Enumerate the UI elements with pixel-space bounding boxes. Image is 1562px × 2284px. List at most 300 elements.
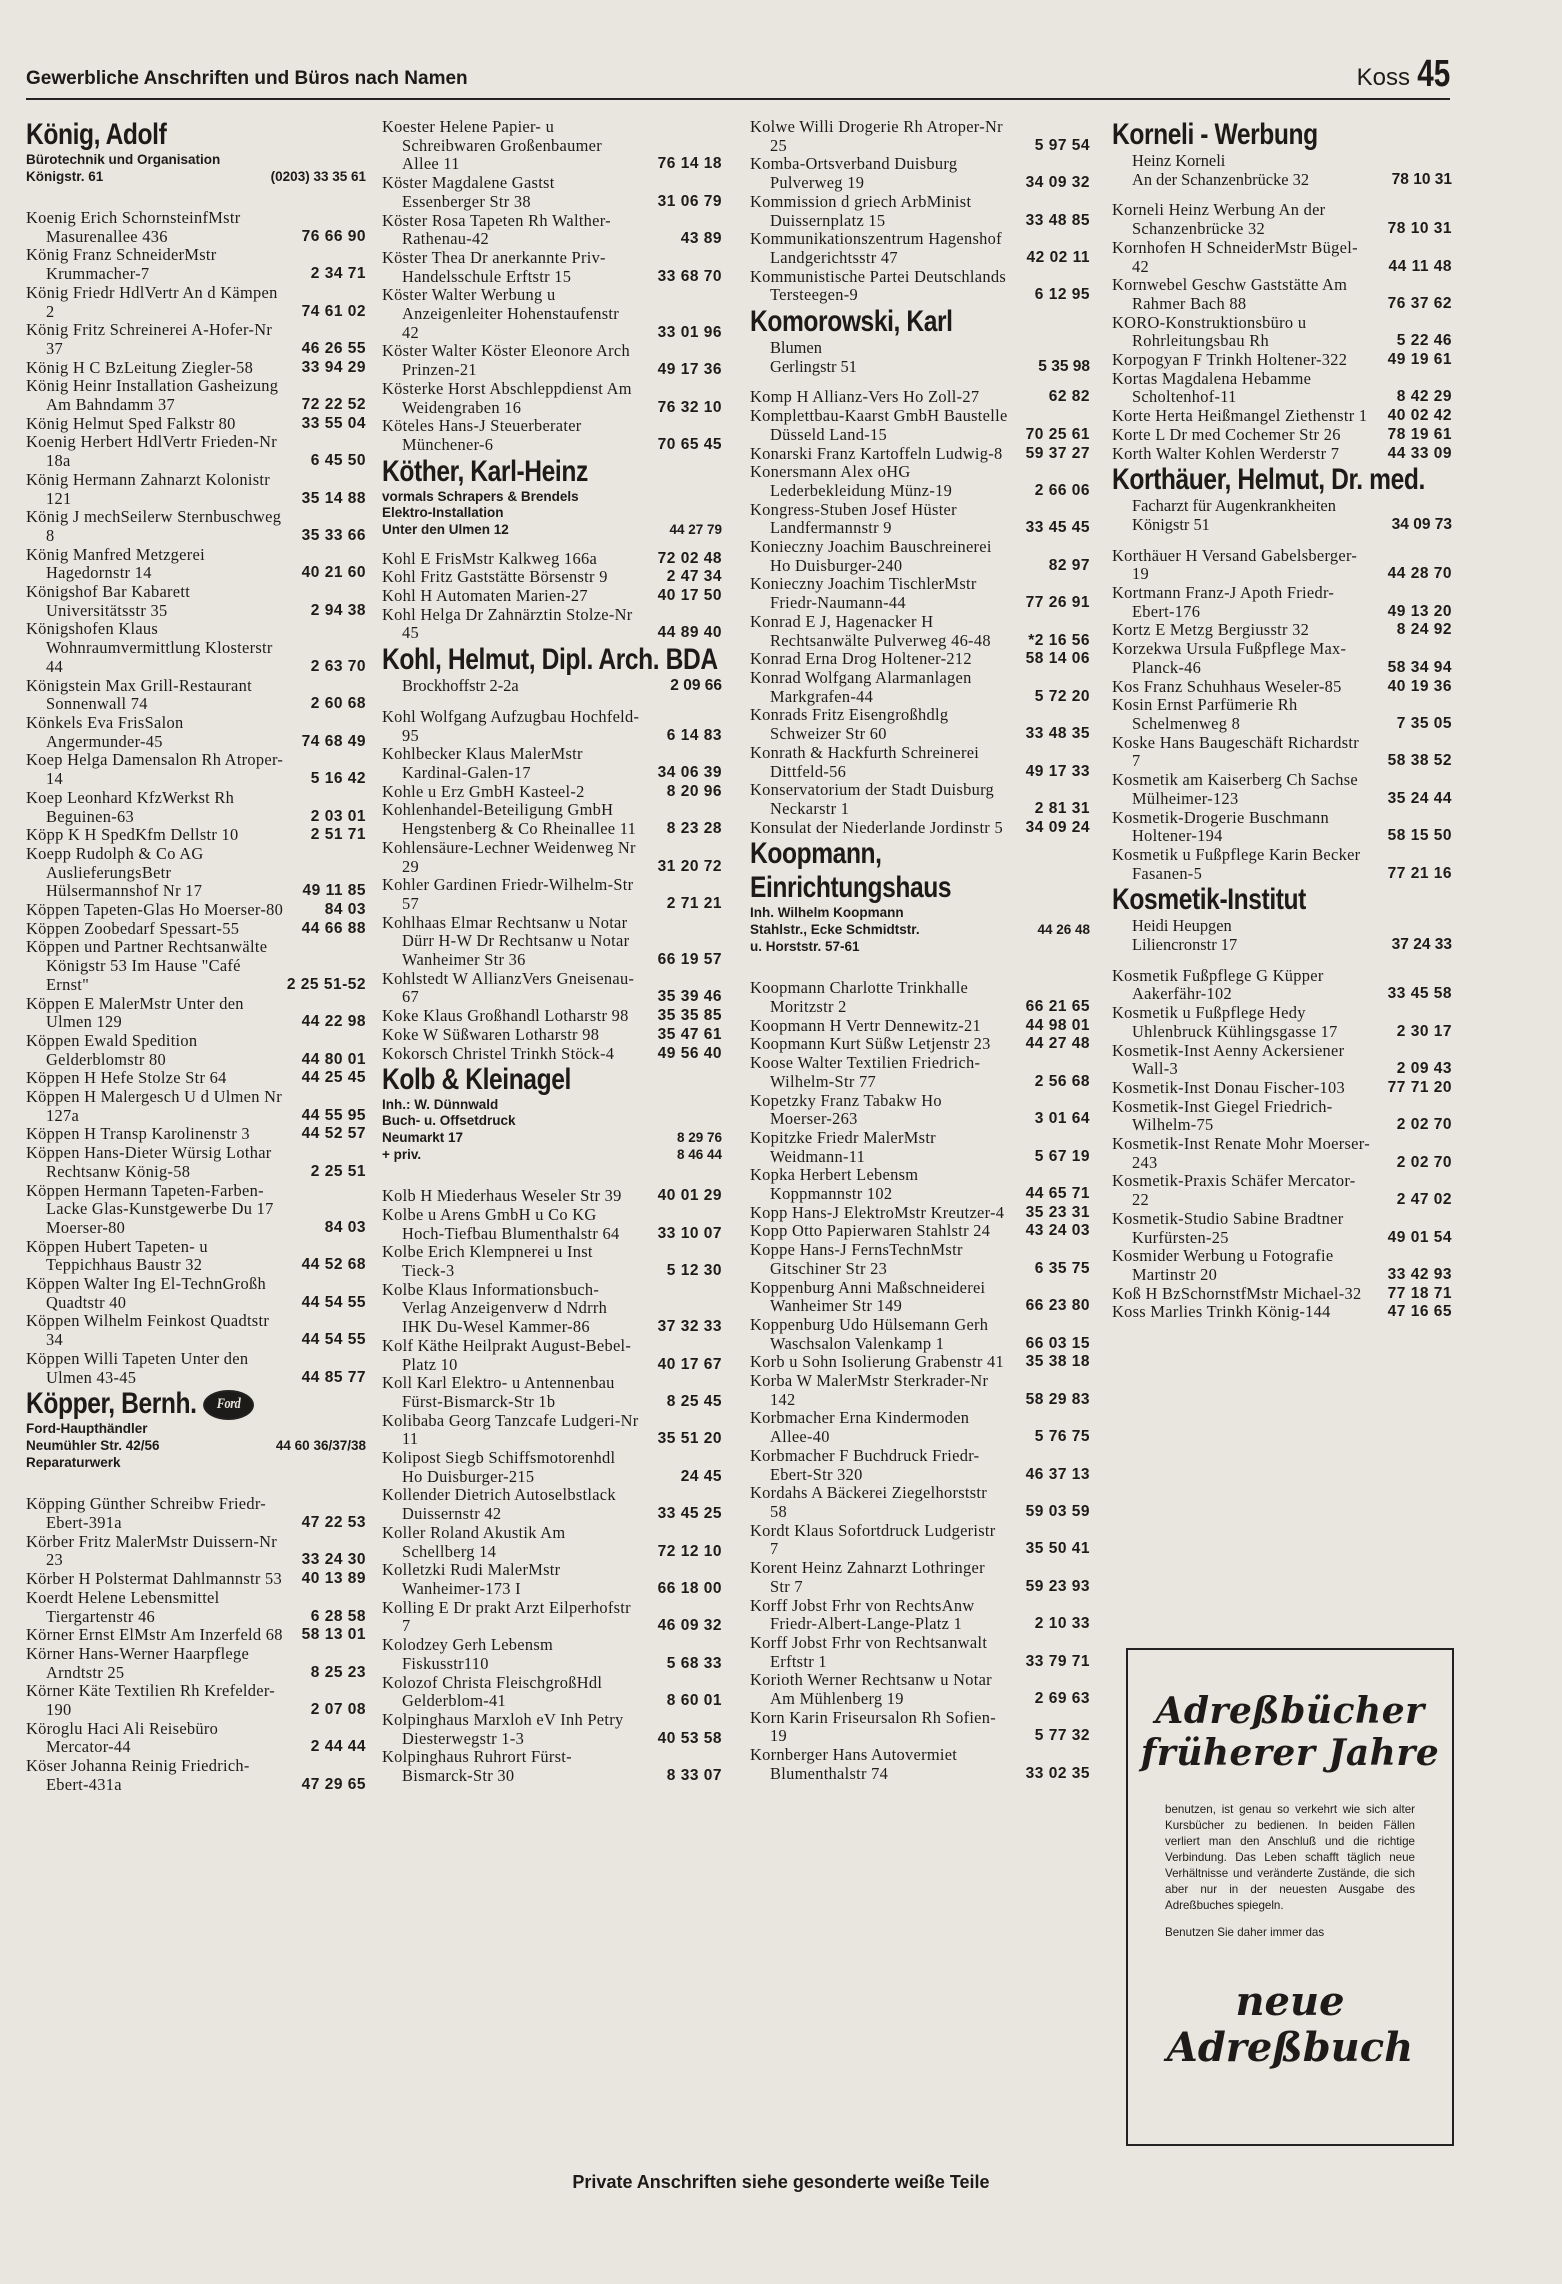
listing-name: Kosmider Werbung u Fotografie Martinstr 20 (1112, 1246, 1334, 1284)
listing-phone: *2 16 56 (1028, 631, 1090, 649)
listing-name: Konrad Wolfgang Alarmanlagen Markgrafen-44 (750, 667, 972, 706)
listing-entry (26, 1350, 366, 1387)
listing-name: Köppen Tapeten-Glas Ho Moerser-80 (26, 900, 284, 920)
ad-subline: Bürotechnik und Organisation (26, 152, 221, 167)
listing-phone: 33 42 93 (1387, 1265, 1452, 1283)
listing-name: Köster Magdalene Gastst Essenberger Str 38 (382, 173, 555, 211)
listing-entry (26, 471, 366, 508)
listing-phone: 72 02 48 (657, 549, 722, 567)
ad-extra: u. Horststr. 57-61 (750, 939, 860, 955)
listing-entry (382, 914, 722, 970)
listing-entry (750, 388, 1090, 407)
listing-entry (26, 1645, 366, 1682)
listing-entry (382, 342, 722, 379)
listing-name: Köpping Günther Schreibw Friedr-Ebert-391a (26, 1494, 267, 1532)
listing-entry (750, 538, 1090, 575)
listing-entry (750, 1559, 1090, 1596)
listing-name: Koke W Süßwaren Lotharstr 98 (382, 1024, 600, 1044)
promo-headline-2: neue Adreßbuch (1166, 1978, 1414, 2071)
listing-entry (382, 1374, 722, 1411)
spacer (382, 538, 722, 550)
listing-entry (382, 1599, 722, 1636)
listing-phone: 66 18 00 (657, 1580, 722, 1597)
listing-name: Kolf Käthe Heilprakt August-Bebel-Platz 10 (382, 1335, 632, 1374)
listing-name: Konieczny Joachim Bauschreinerei Ho Duisburger-240 (750, 537, 992, 575)
listing-name: Körber H Polstermat Dahlmannstr 53 (26, 1569, 283, 1589)
listing-name: Korba W MalerMstr Sterkrader-Nr 142 (750, 1371, 989, 1409)
listing-entry (26, 1589, 366, 1626)
listing-entry (382, 1711, 722, 1748)
listing-phone: 44 11 48 (1388, 257, 1452, 275)
listing-entry (750, 1279, 1090, 1316)
listing-name: Köppen H Transp Karolinenstr 3 (26, 1124, 250, 1144)
listing-phone: 47 16 65 (1387, 1303, 1452, 1321)
listing-phone: 6 28 58 (310, 1607, 366, 1625)
listing-name: Koll Karl Elektro- u Antennenbau Fürst-Bismarck-Str 1b (382, 1373, 615, 1411)
listing-phone: 58 15 50 (1387, 827, 1452, 845)
listing-name: Koke Klaus Großhandl Lotharstr 98 (382, 1006, 629, 1026)
listing-phone: 2 02 70 (1396, 1153, 1452, 1171)
listing-entry (26, 1757, 366, 1794)
listing-entry (26, 433, 366, 470)
listing-entry (26, 1570, 366, 1589)
listing-name: Konrad Erna Drog Holtener-212 (750, 649, 972, 669)
column-4 (1112, 118, 1452, 1322)
listing-entry (382, 174, 722, 211)
listing-name: Kornhofen H SchneiderMstr Bügel-42 (1112, 237, 1358, 276)
listing-name: König Helmut Sped Falkstr 80 (26, 413, 236, 433)
listing-phone: 76 32 10 (657, 398, 722, 416)
listing-name: Kosmetik-Inst Donau Fischer-103 (1112, 1077, 1345, 1097)
listing-phone: 84 03 (324, 901, 366, 919)
ad-extra: Reparaturwerk (26, 1455, 121, 1471)
listing-name: Kolling E Dr prakt Arzt Eilperhofstr 7 (382, 1597, 631, 1636)
section-title: Gewerbliche Anschriften und Büros nach Namen (26, 68, 468, 89)
listing-name: Köppen Ewald Spedition Gelderblomstr 80 (26, 1030, 198, 1069)
listing-phone: 72 12 10 (657, 1542, 722, 1560)
listing-phone: 35 35 85 (657, 1007, 722, 1025)
listing-entry (382, 212, 722, 249)
listing-phone: 2 71 21 (666, 894, 722, 912)
listing-name: Kortas Magdalena Hebamme Scholtenhof-11 (1112, 368, 1312, 407)
listing-entry (1112, 678, 1452, 697)
listing-entry (26, 284, 366, 321)
listing-phone: 49 19 61 (1387, 351, 1452, 369)
listing-entry (382, 1187, 722, 1206)
listing-phone: 2 30 17 (1396, 1022, 1452, 1040)
listing-phone: 7 35 05 (1396, 714, 1452, 732)
listing-name: Köppen E MalerMstr Unter den Ulmen 129 (26, 993, 244, 1032)
listing-entry (1112, 1303, 1452, 1322)
listing-entry (750, 1746, 1090, 1783)
listing-entry (750, 407, 1090, 444)
listing-entry (1112, 1285, 1452, 1304)
ad-phone: 44 27 79 (669, 521, 722, 537)
listing-phone: 6 45 50 (310, 452, 366, 470)
listing-phone: 31 06 79 (657, 192, 722, 210)
listing-entry (382, 1281, 722, 1337)
listing-phone: 33 48 35 (1025, 725, 1090, 743)
listing-name: Köppen H Malergesch U d Ulmen Nr 127a (26, 1087, 283, 1125)
listing-name: Kosin Ernst Parfümerie Rh Schelmenweg 8 (1112, 695, 1298, 733)
ad-address: Neumarkt 17 8 29 76 (382, 1130, 722, 1146)
listing-name: Kohl E FrisMstr Kalkweg 166a (382, 548, 598, 568)
listing-phone: 2 02 70 (1396, 1116, 1452, 1134)
listing-entry (1112, 1210, 1452, 1247)
ad-subline: Ford-Haupthändler (26, 1421, 148, 1437)
listing-entry (26, 920, 366, 939)
listing-name: Kosmetik-Inst Aenny Ackersiener Wall-3 (1112, 1040, 1345, 1079)
listing-entry (1112, 809, 1452, 846)
display-ad (382, 1063, 722, 1163)
listing-phone: 33 02 35 (1025, 1764, 1090, 1782)
listing-name: Kolipost Siegb Schiffsmotorenhdl Ho Duisburger-215 (382, 1448, 616, 1486)
listing-entry (382, 606, 722, 643)
listing-phone: 2 47 02 (1396, 1191, 1452, 1209)
listing-name: Kos Franz Schuhhaus Weseler-85 (1112, 676, 1342, 696)
listing-entry (750, 781, 1090, 818)
listing-entry (26, 583, 366, 620)
ad-subline: Inh. Wilhelm Koopmann (750, 905, 904, 921)
listing-entry (750, 1092, 1090, 1129)
ad-title: Einrichtungshaus (750, 871, 952, 905)
listing-phone: 44 54 55 (301, 1293, 366, 1311)
listing-name: Königshof Bar Kabarett Universitätsstr 35 (26, 582, 191, 620)
listing-name: Körner Käte Textilien Rh Krefelder-190 (26, 1681, 276, 1720)
listing-entry (750, 1316, 1090, 1353)
listing-entry (750, 706, 1090, 743)
listing-phone: 35 23 31 (1025, 1203, 1090, 1221)
listing-name: Köpp K H SpedKfm Dellstr 10 (26, 825, 239, 845)
listing-entry (26, 901, 366, 920)
listing-name: Korpogyan F Trinkh Holtener-322 (1112, 350, 1348, 370)
ad-line: An der Schanzenbrücke 32 78 10 31 (1132, 169, 1452, 189)
listing-entry (26, 789, 366, 826)
listing-name: Köppen Hermann Tapeten-Farben-Lacke Glas-Kunstgewerbe Du 17 Moerser-80 (26, 1180, 274, 1237)
listing-phone: 43 24 03 (1025, 1222, 1090, 1240)
listing-phone: 70 65 45 (657, 435, 722, 453)
listing-entry (750, 1447, 1090, 1484)
listing-name: König Manfred Metzgerei Hagedornstr 14 (26, 544, 205, 583)
listing-entry (26, 1182, 366, 1238)
ad-title: Komorowski, Karl (750, 305, 953, 339)
page-header (26, 52, 1450, 100)
display-ad (26, 118, 366, 185)
listing-name: Koenig Erich SchornsteinfMstr Masurenallee 436 (26, 208, 241, 246)
listing-name: Koep Helga Damensalon Rh Atroper-14 (26, 750, 284, 789)
listing-name: Kolletzki Rudi MalerMstr Wanheimer-173 I (382, 1560, 561, 1598)
listing-name: Kosmetik-Inst Giegel Friedrich-Wilhelm-75 (1112, 1096, 1333, 1135)
listing-entry (1112, 239, 1452, 276)
listing-entry (750, 1372, 1090, 1409)
listing-entry (382, 417, 722, 454)
listing-name: Korbmacher F Buchdruck Friedr-Ebert-Str 320 (750, 1445, 980, 1484)
listing-phone: 49 17 36 (657, 361, 722, 379)
listing-phone: 66 21 65 (1025, 998, 1090, 1016)
listing-entry (750, 1634, 1090, 1671)
listing-name: Köroglu Haci Ali Reisebüro Mercator-44 (26, 1718, 219, 1757)
listing-phone: 2 10 33 (1034, 1615, 1090, 1633)
listing-entry (750, 155, 1090, 192)
listing-name: Kornberger Hans Autovermiet Blumenthalstr 74 (750, 1745, 958, 1783)
listing-phone: 37 32 33 (657, 1318, 722, 1336)
listing-entry (26, 246, 366, 283)
listing-phone: 33 24 30 (301, 1551, 366, 1569)
listing-phone: 44 22 98 (301, 1013, 366, 1031)
listing-name: Koose Walter Textilien Friedrich-Wilhelm-Str 77 (750, 1053, 981, 1091)
listing-name: Konrad E J, Hagenacker H Rechtsanwälte Pulverweg 46-48 (750, 611, 991, 650)
listing-phone: 44 52 68 (301, 1256, 366, 1274)
promo-body: benutzen, ist genau so verkehrt wie sich alter Kursbücher zu bedienen. In beiden Fällen verliert man den Anschluß und die richtige Verbindung. Das Leben schafft täglich neue Verhältnisse und veränderte Zustände, die sich aber nur in der neuesten Ausgabe des Adreßbuches spiegeln. (1165, 1803, 1415, 1912)
listing-phone: 2 25 51 (310, 1162, 366, 1180)
listing-entry (382, 1026, 722, 1045)
listing-name: Kohlhaas Elmar Rechtsanw u Notar Dürr H-W Dr Rechtsanw u Notar Wanheimer Str 36 (382, 912, 630, 970)
display-ad (382, 455, 722, 538)
listing-entry (382, 1243, 722, 1280)
listing-entry (382, 1337, 722, 1374)
listing-name: Korbmacher Erna Kindermoden Allee-40 (750, 1408, 970, 1447)
listing-phone: 47 29 65 (301, 1775, 366, 1793)
listing-phone: 33 55 04 (301, 414, 366, 432)
ad-address: Stahlstr., Ecke Schmidtstr. 44 26 48 (750, 922, 1090, 938)
listing-phone: 33 79 71 (1025, 1652, 1090, 1670)
spacer (1112, 955, 1452, 967)
listing-entry (1112, 1135, 1452, 1172)
listing-name: Köppen Hubert Tapeten- u Teppichhaus Baustr 32 (26, 1236, 208, 1275)
listing-phone: 5 72 20 (1034, 687, 1090, 705)
listing-name: Konersmann Alex oHG Lederbekleidung Münz-19 (750, 462, 953, 500)
listing-phone: 77 18 71 (1387, 1284, 1452, 1302)
listing-entry (750, 230, 1090, 267)
listing-name: Kolodzey Gerh Lebensm Fiskusstr110 (382, 1635, 554, 1673)
listing-phone: 74 68 49 (301, 732, 366, 750)
listing-entry (382, 1636, 722, 1673)
listing-phone: 5 67 19 (1034, 1147, 1090, 1165)
listing-phone: 34 09 24 (1025, 818, 1090, 836)
listing-name: Kosmetik u Fußpflege Hedy Uhlenbruck Kühlingsgasse 17 (1112, 1003, 1338, 1041)
listing-entry (1112, 276, 1452, 313)
listing-phone: 2 07 08 (310, 1701, 366, 1719)
listing-entry (750, 1222, 1090, 1241)
listing-phone: 40 13 89 (301, 1570, 366, 1588)
listing-entry (1112, 1042, 1452, 1079)
ad-phone: 5 35 98 (1038, 357, 1090, 375)
listing-phone: 44 28 70 (1387, 565, 1452, 583)
listing-phone: 2 81 31 (1034, 799, 1090, 817)
listing-entry (26, 995, 366, 1032)
listing-phone: 35 39 46 (657, 988, 722, 1006)
listing-entry (750, 1166, 1090, 1203)
listing-name: Kohle u Erz GmbH Kasteel-2 (382, 781, 585, 801)
listing-entry (382, 1045, 722, 1064)
listing-entry (750, 1484, 1090, 1521)
listing-entry (1112, 846, 1452, 883)
listing-entry (750, 1522, 1090, 1559)
listing-phone: 58 34 94 (1387, 658, 1452, 676)
listing-entry (382, 380, 722, 417)
listing-phone: 49 17 33 (1025, 762, 1090, 780)
listing-entry (26, 826, 366, 845)
ad-line: Heinz Korneli (1132, 151, 1226, 170)
listing-phone: 8 25 23 (310, 1663, 366, 1681)
listing-entry (750, 445, 1090, 464)
listing-name: Konservatorium der Stadt Duisburg Neckarstr 1 (750, 780, 995, 818)
listing-name: Köppen Zoobedarf Spessart-55 (26, 918, 240, 938)
listing-name: Köster Walter Werbung u Anzeigenleiter Hohenstaufenstr 42 (382, 285, 619, 342)
listing-entry (26, 938, 366, 994)
listing-entry (1112, 1247, 1452, 1284)
ad-phone: 2 09 66 (670, 677, 722, 695)
ad-phone: 8 46 44 (676, 1147, 722, 1163)
listing-phone: 35 24 44 (1387, 789, 1452, 807)
listing-name: Kohl H Automaten Marien-27 (382, 586, 588, 606)
listing-entry (382, 249, 722, 286)
listing-phone: 44 80 01 (301, 1050, 366, 1068)
listing-name: Koppenburg Udo Hülsemann Gerh Waschsalon Valenkamp 1 (750, 1314, 989, 1353)
listing-entry (26, 1495, 366, 1532)
listing-entry (26, 359, 366, 378)
listing-phone: 35 33 66 (301, 526, 366, 544)
page-number: 45 (1417, 53, 1450, 95)
listing-name: Kolbe Klaus Informationsbuch-Verlag Anzeigenverw d Ndrrh IHK Du-Wesel Kammer-86 (382, 1279, 608, 1337)
listing-name: Kokorsch Christel Trinkh Stöck-4 (382, 1043, 615, 1063)
ad-line: Liliencronstr 17 37 24 33 (1132, 935, 1452, 955)
listing-phone: 33 94 29 (301, 358, 366, 376)
listing-phone: 2 66 06 (1034, 481, 1090, 499)
ad-phone: 8 29 76 (676, 1130, 722, 1146)
listing-phone: 2 51 71 (310, 826, 366, 844)
listing-phone: 40 17 50 (657, 587, 722, 605)
listing-entry (26, 415, 366, 434)
listing-entry (382, 1449, 722, 1486)
listing-entry (750, 650, 1090, 669)
listing-entry (382, 587, 722, 606)
listing-entry (382, 1524, 722, 1561)
listing-name: Korzekwa Ursula Fußpflege Max-Planck-46 (1112, 639, 1347, 677)
listing-entry (382, 876, 722, 913)
listing-phone: 31 20 72 (657, 857, 722, 875)
listing-name: Köppen Willi Tapeten Unter den Ulmen 43-45 (26, 1348, 249, 1387)
listing-phone: 44 55 95 (301, 1106, 366, 1124)
listing-phone: 62 82 (1048, 388, 1090, 406)
ad-address: Neumühler Str. 42/56 44 60 36/37/38 (26, 1438, 366, 1454)
listing-entry (26, 209, 366, 246)
listing-name: Kolpinghaus Marxloh eV Inh Petry Diesterwegstr 1-3 (382, 1709, 624, 1748)
listing-phone: 44 85 77 (301, 1368, 366, 1386)
listing-entry (750, 1241, 1090, 1278)
listing-phone: 44 98 01 (1025, 1016, 1090, 1034)
ad-line: Königstr 51 34 09 73 (1132, 514, 1452, 534)
listing-name: König Fritz Schreinerei A-Hofer-Nr 37 (26, 320, 273, 358)
listing-phone: 5 68 33 (666, 1654, 722, 1672)
listing-entry (1112, 407, 1452, 426)
listing-name: Kommunistische Partei Deutschlands Tersteegen-9 (750, 266, 1007, 305)
listing-phone: 47 22 53 (301, 1514, 366, 1531)
listing-entry (26, 508, 366, 545)
display-ad (750, 305, 1090, 376)
listing-entry (26, 1032, 366, 1069)
listing-phone: 46 37 13 (1025, 1465, 1090, 1483)
listing-phone: 66 03 15 (1025, 1334, 1090, 1352)
listing-phone: 59 37 27 (1025, 444, 1090, 462)
listing-entry (382, 970, 722, 1007)
listing-name: Komplettbau-Kaarst GmbH Baustelle Düsseld Land-15 (750, 406, 1008, 444)
listing-entry (26, 1533, 366, 1570)
listing-phone: 33 10 07 (657, 1224, 722, 1242)
listing-phone: 8 24 92 (1396, 621, 1452, 639)
listing-entry (750, 669, 1090, 706)
listing-name: Köppen Hans-Dieter Würsig Lothar Rechtsanw König-58 (26, 1143, 272, 1181)
listing-phone: 2 60 68 (310, 695, 366, 713)
ad-address: Unter den Ulmen 12 44 27 79 (382, 521, 722, 537)
listing-name: Koppe Hans-J FernsTechnMstr Gitschiner Str 23 (750, 1240, 963, 1278)
listing-entry (26, 1125, 366, 1144)
listing-entry (382, 839, 722, 876)
listing-entry (750, 463, 1090, 500)
listing-entry (750, 1035, 1090, 1054)
listing-phone: 58 13 01 (301, 1626, 366, 1644)
listing-phone: 49 01 54 (1387, 1228, 1452, 1246)
listing-phone: 34 09 32 (1025, 174, 1090, 192)
listing-entry (382, 745, 722, 782)
listing-name: Kosmetik-Drogerie Buschmann Holtener-194 (1112, 807, 1330, 846)
listing-entry (1112, 1172, 1452, 1209)
listing-name: Koenig Herbert HdlVertr Frieden-Nr 18a (26, 432, 277, 471)
listing-phone: 35 47 61 (657, 1025, 722, 1043)
listing-phone: 2 44 44 (310, 1738, 366, 1756)
listing-entry (1112, 771, 1452, 808)
promo-note: Benutzen Sie daher immer das (1165, 1926, 1325, 1939)
ad-title: Kohl, Helmut, Dipl. Arch. BDA (382, 643, 718, 677)
listing-entry (382, 1748, 722, 1785)
ad-line: Gerlingstr 51 5 35 98 (770, 356, 1090, 376)
listing-entry (750, 744, 1090, 781)
page-footer: Private Anschriften siehe gesonderte weiße Teile (572, 2172, 990, 2192)
listing-name: Kopetzky Franz Tabakw Ho Moerser-263 (750, 1090, 942, 1129)
listing-name: Kolozof Christa FleischgroßHdl Gelderblom-41 (382, 1672, 603, 1711)
listing-name: Konarski Franz Kartoffeln Ludwig-8 (750, 443, 1003, 463)
listing-name: Kolbe u Arens GmbH u Co KG Hoch-Tiefbau Blumenthalstr 64 (382, 1204, 620, 1243)
listing-name: Köteles Hans-J Steuerberater Münchener-6 (382, 416, 582, 454)
ad-subline: vormals Schrapers & Brendels (382, 488, 579, 504)
listing-name: Kortz E Metzg Bergiusstr 32 (1112, 620, 1310, 640)
listing-name: König H C BzLeitung Ziegler-58 (26, 357, 254, 377)
listing-phone: 6 14 83 (666, 726, 722, 744)
display-ad (750, 837, 1090, 955)
listing-name: Kohl Helga Dr Zahnärztin Stolze-Nr 45 (382, 604, 633, 643)
listing-entry (1112, 370, 1452, 407)
listing-name: Koopmann Charlotte Trinkhalle Moritzstr 2 (750, 978, 969, 1017)
listing-entry (750, 1353, 1090, 1372)
ad-title: Kolb & Kleinagel (382, 1063, 571, 1097)
listing-phone: 59 23 93 (1025, 1577, 1090, 1595)
listing-entry (1112, 1004, 1452, 1041)
listing-name: Kohler Gardinen Friedr-Wilhelm-Str 57 (382, 875, 634, 913)
column-1 (26, 118, 366, 1795)
listing-name: Koß H BzSchornstfMstr Michael-32 (1112, 1283, 1362, 1303)
ad-title: Korthäuer, Helmut, Dr. med. (1112, 463, 1425, 497)
listing-name: Könkels Eva FrisSalon Angermunder-45 (26, 712, 184, 751)
listing-name: König Heinr Installation Gasheizung Am Bahndamm 37 (26, 376, 279, 415)
listing-entry (382, 1206, 722, 1243)
listing-phone: 5 76 75 (1034, 1428, 1090, 1446)
ad-title: Köpper, Bernh. Ford (26, 1387, 305, 1421)
listing-phone: 5 77 32 (1034, 1727, 1090, 1745)
ad-phone: 44 26 48 (1037, 922, 1090, 938)
listing-phone: 40 19 36 (1387, 677, 1452, 695)
listing-name: Konrath & Hackfurth Schreinerei Dittfeld-56 (750, 742, 980, 781)
listing-phone: 2 03 01 (310, 807, 366, 825)
